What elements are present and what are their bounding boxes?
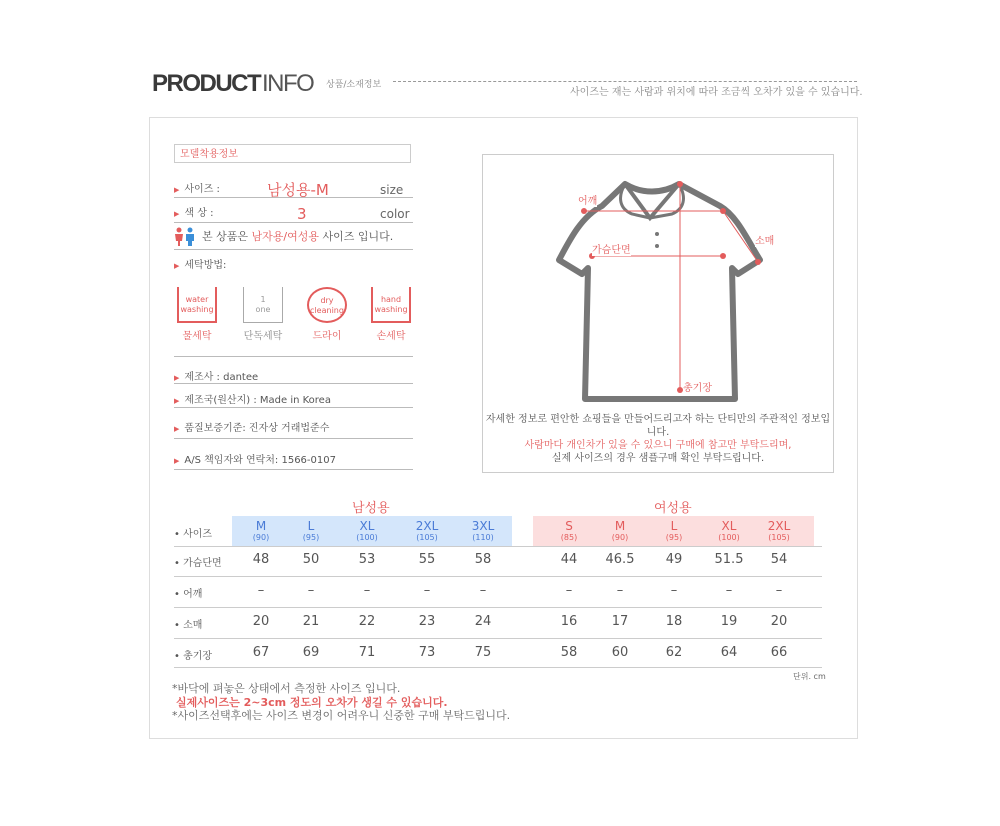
page-subtitle: 상품/소재정보 (326, 80, 382, 90)
female-size-header (544, 519, 594, 543)
page-title-product: PRODUCT (152, 70, 261, 97)
size-number: (85) (560, 533, 578, 542)
table-cell: – (725, 583, 733, 598)
row-label: • 가슴단면 (174, 558, 222, 569)
row-label: • 총기장 (174, 651, 213, 662)
table-cell: 55 (418, 552, 436, 567)
size-name: XL (721, 519, 737, 533)
origin-row (174, 391, 413, 408)
table-cell: 46.5 (605, 552, 635, 567)
male-size-header (236, 519, 286, 543)
table-cell: 60 (611, 645, 629, 660)
table-row-divider (174, 576, 822, 577)
table-cell: 58 (474, 552, 492, 567)
arrow-icon: ▶ (174, 397, 180, 405)
size-number: (95) (302, 533, 320, 542)
gender-row (174, 227, 413, 250)
table-cell: – (565, 583, 573, 598)
table-cell: 21 (302, 614, 320, 629)
dry-cleaning-icon: dry cleaning (307, 287, 347, 323)
table-cell: 53 (358, 552, 376, 567)
table-cell: 54 (770, 552, 788, 567)
gender-text-highlight: 남자용/여성용 (251, 230, 319, 243)
table-cell: 69 (302, 645, 320, 660)
wash-hand-icon (371, 287, 411, 342)
unit-label: 단위. cm (793, 672, 826, 681)
arrow-icon: ▶ (174, 425, 180, 433)
origin-text: 제조국(원산지) : Made in Korea (184, 395, 331, 406)
size-number: (90) (611, 533, 629, 542)
size-name: M (614, 519, 626, 533)
female-size-header (649, 519, 699, 543)
gender-text-pre: 본 상품은 (202, 230, 252, 243)
table-cell: 16 (560, 614, 578, 629)
table-cell: – (775, 583, 783, 598)
male-size-header (402, 519, 452, 543)
maker-text: 제조사 : dantee (184, 372, 259, 383)
wash-label (174, 256, 226, 271)
maker-row (174, 368, 413, 384)
wash-hand-label: 손세탁 (376, 331, 406, 342)
arrow-icon: ▶ (174, 262, 180, 270)
size-unit: size (380, 183, 404, 197)
as-row (174, 451, 413, 470)
table-cell: – (423, 583, 431, 598)
size-value: 남성용-M (267, 181, 329, 199)
shirt-icon (482, 154, 832, 414)
hand-washing-icon: hand washing (371, 287, 411, 323)
table-cell: 58 (560, 645, 578, 660)
table-cell: 44 (560, 552, 578, 567)
size-label: 사이즈 : (184, 184, 220, 195)
wash-single-icon (243, 287, 283, 342)
size-number: (105) (416, 533, 438, 542)
size-number: (105) (768, 533, 790, 542)
table-cell: – (307, 583, 315, 598)
female-title: 여성용 (654, 501, 692, 516)
row-label: • 사이즈 (174, 529, 213, 540)
row-label: • 소매 (174, 620, 203, 631)
table-cell: 23 (418, 614, 436, 629)
table-cell: 51.5 (714, 552, 744, 567)
female-size-header (754, 519, 804, 543)
wash-dry-icon (305, 287, 349, 342)
female-size-header (595, 519, 645, 543)
table-cell: – (257, 583, 265, 598)
table-cell: 62 (665, 645, 683, 660)
table-cell: 49 (665, 552, 683, 567)
chest-tag: 가슴단면 (592, 241, 631, 256)
table-cell: – (363, 583, 371, 598)
table-row-divider (174, 607, 822, 608)
as-text: A/S 책임자와 연락처: 1566-0107 (184, 455, 336, 466)
color-label: 색 상 : (184, 208, 214, 219)
color-row (174, 204, 413, 223)
wash-dry-label: 드라이 (312, 331, 342, 342)
male-size-header (342, 519, 392, 543)
wash-label-text: 세탁방법: (184, 260, 227, 271)
desc-line-3: 실제 사이즈의 경우 샘플구매 확인 부탁드립니다. (551, 453, 765, 464)
table-cell: 73 (418, 645, 436, 660)
row-label: • 어깨 (174, 589, 203, 600)
size-name: S (565, 519, 573, 533)
table-row-divider (174, 667, 822, 668)
male-size-header (286, 519, 336, 543)
male-title: 남성용 (352, 501, 390, 516)
table-cell: 48 (252, 552, 270, 567)
wash-single-label: 단독세탁 (243, 331, 283, 342)
gender-text-post: 사이즈 입니다. (318, 230, 394, 243)
arrow-icon: ▶ (174, 374, 180, 382)
color-value: 3 (297, 205, 307, 223)
model-info-label: 모델착용정보 (174, 144, 411, 163)
desc-line-1: 자세한 정보로 편안한 쇼핑들을 만들어드리고자 하는 단티만의 주관적인 정보입니다. (485, 414, 831, 438)
one-washing-icon: 1 one (243, 287, 283, 323)
size-name: 2XL (767, 519, 791, 533)
table-cell: 66 (770, 645, 788, 660)
size-name: 3XL (471, 519, 495, 533)
quality-row (174, 419, 413, 439)
header-divider (393, 81, 857, 82)
table-cell: – (479, 583, 487, 598)
male-size-header (458, 519, 508, 543)
table-cell: 24 (474, 614, 492, 629)
color-unit: color (380, 207, 410, 221)
page-title-info: INFO (262, 70, 314, 97)
desc-line-2: 사람마다 개인차가 있을 수 있으니 구매에 참고만 부탁드리며, (524, 440, 792, 451)
note-1: *바닥에 펴놓은 상태에서 측정한 사이즈 입니다. (172, 682, 401, 695)
water-washing-icon: water washing (177, 287, 217, 323)
female-size-header (704, 519, 754, 543)
size-name: L (670, 519, 678, 533)
note-2: 실제사이즈는 2~3cm 정도의 오차가 생길 수 있습니다. (176, 696, 448, 709)
table-cell: 20 (252, 614, 270, 629)
arrow-icon: ▶ (174, 210, 180, 218)
size-number: (110) (472, 533, 494, 542)
table-cell: 50 (302, 552, 320, 567)
note-3: *사이즈선택후에는 사이즈 변경이 어려우니 신중한 구매 부탁드립니다. (172, 709, 511, 722)
size-name: M (255, 519, 267, 533)
length-tag: 총기장 (683, 379, 712, 394)
table-cell: 71 (358, 645, 376, 660)
quality-text: 품질보증기준: 진자상 거래법준수 (184, 423, 330, 434)
size-number: (90) (252, 533, 270, 542)
table-cell: 64 (720, 645, 738, 660)
table-row-divider (174, 546, 822, 547)
size-number: (100) (356, 533, 378, 542)
arrow-icon: ▶ (174, 186, 180, 194)
divider (174, 356, 413, 357)
wash-water-icon (177, 287, 217, 342)
size-number: (100) (718, 533, 740, 542)
table-cell: 17 (611, 614, 629, 629)
table-cell: – (670, 583, 678, 598)
table-cell: 19 (720, 614, 738, 629)
table-cell: 75 (474, 645, 492, 660)
header-note: 사이즈는 재는 사람과 위치에 따라 조금씩 오차가 있을 수 있습니다. (568, 83, 863, 98)
table-cell: 18 (665, 614, 683, 629)
sleeve-tag: 소매 (755, 232, 774, 247)
size-name: 2XL (415, 519, 439, 533)
table-row-divider (174, 638, 822, 639)
table-cell: 20 (770, 614, 788, 629)
size-name: L (307, 519, 315, 533)
shoulder-tag: 어깨 (578, 192, 597, 207)
wash-water-label: 물세탁 (182, 331, 212, 342)
male-female-icon (174, 227, 196, 247)
arrow-icon: ▶ (174, 457, 180, 465)
size-number: (95) (665, 533, 683, 542)
table-cell: 22 (358, 614, 376, 629)
table-cell: 67 (252, 645, 270, 660)
size-name: XL (359, 519, 375, 533)
shirt-description (484, 413, 832, 465)
table-cell: – (616, 583, 624, 598)
